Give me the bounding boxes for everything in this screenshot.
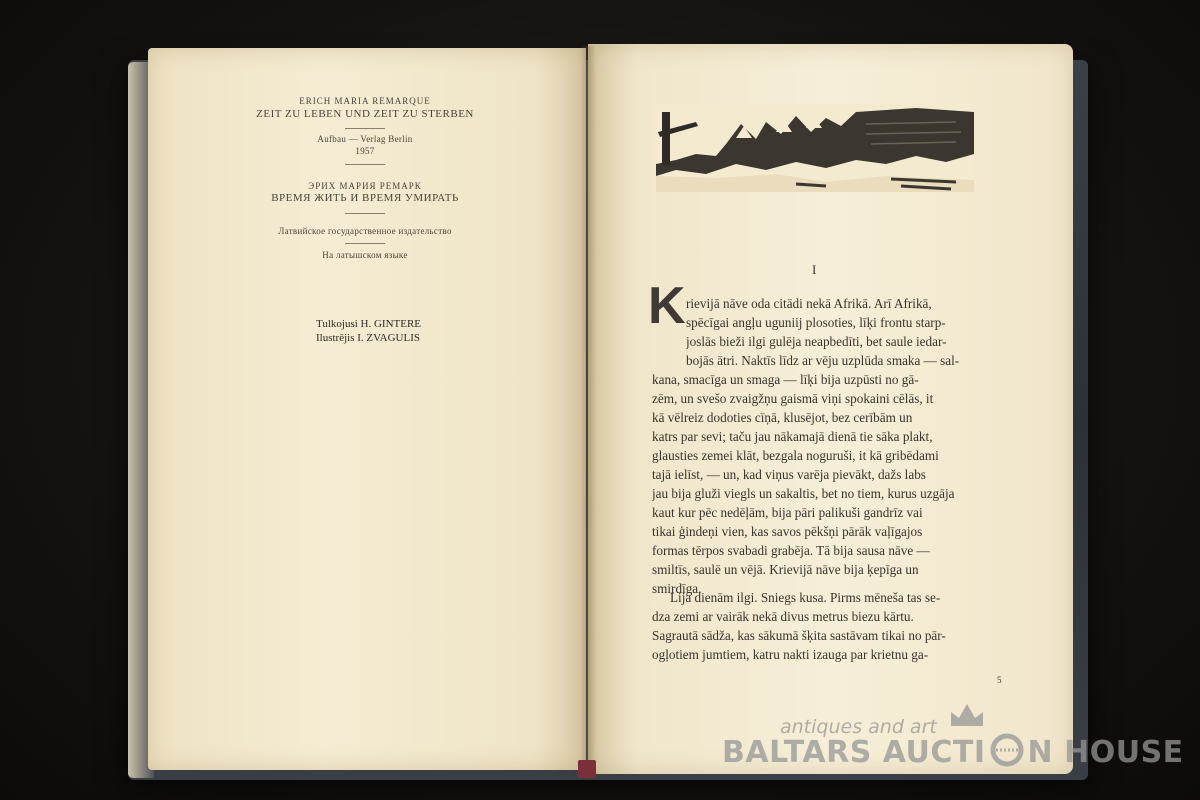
crown-icon (948, 702, 986, 728)
left-page (148, 48, 586, 770)
russian-publisher: Латвийское государственное издательство (278, 226, 452, 236)
watermark-name-part2: N HOUSE (1027, 735, 1184, 770)
divider (345, 243, 385, 244)
russian-title: ВРЕМЯ ЖИТЬ И ВРЕМЯ УМИРАТЬ (271, 192, 459, 204)
watermark-name (722, 733, 1184, 770)
text-line: rievijā nāve oda citādi nekā Afrikā. Arī Afrikā, (686, 296, 932, 311)
text-line: glausties zemei klāt, bezgala noguruši, it kā gribēdami (652, 448, 939, 463)
watermark-name-part1: BALTARS AUCTI (722, 735, 986, 770)
text-line: tikai ģindeņi vien, kas savos pēkšņi pārāk vaļīgajos (652, 524, 923, 539)
text-line: Sagrautā sādža, kas sākumā šķita sastāvam tikai no pār- (652, 628, 946, 643)
text-line: jau bija gluži viegls un sakaltis, bet no tiem, kurus uzgāja (652, 486, 955, 501)
russian-author: ЭРИХ МАРИЯ РЕМАРК (308, 181, 422, 191)
original-publisher: Aufbau — Verlag Berlin (317, 134, 413, 144)
text-line: smiltīs, saulē un vējā. Krievijā nāve bija ķepīga un (652, 562, 919, 577)
text-line: joslās bieži ilgi gulēja neapbedīti, bet saule iedar- (686, 334, 947, 349)
credits (316, 317, 421, 345)
globe-icon (990, 733, 1024, 767)
divider (345, 164, 385, 165)
text-line: katrs par sevi; taču jau nākamajā dienā tie sāka plakt, (652, 429, 933, 444)
watermark-tagline: antiques and art (780, 716, 937, 738)
paragraph-1-continued (652, 370, 998, 598)
text-line: zēm, un svešo zvaigžņu gaismā viņi spokaini cēlās, it (652, 391, 934, 406)
text-line: spēcīgai angļu uguniij plosoties, līķi frontu starp- (686, 315, 946, 330)
page-number: 5 (997, 675, 1002, 685)
illustrator-credit: Ilustrējis I. ZVAGULIS (316, 332, 420, 344)
village-illustration (656, 104, 974, 192)
drop-cap: K (648, 277, 686, 335)
paragraph-2 (652, 588, 998, 664)
text-line: tajā ielīst, — un, kad viņus varēja pievākt, dažs labs (652, 467, 926, 482)
text-line: smirdīga. (652, 581, 702, 596)
original-title: ZEIT ZU LEBEN UND ZEIT ZU STERBEN (256, 108, 474, 120)
text-line: kana, smacīga un smaga — līķi bija uzpūsti no gā- (652, 372, 919, 387)
text-line: bojās ātri. Naktīs līdz ar vēju uzplūda smaka — sal- (686, 353, 960, 368)
chapter-number: I (812, 262, 817, 277)
bookmark-ribbon (578, 760, 596, 778)
language-note: На латышском языке (322, 250, 408, 260)
text-line: dza zemi ar vairāk nekā divus metrus biezu kārtu. (652, 609, 914, 624)
text-line: kā vēlreiz dodoties cīņā, klusējot, bez cerībām un (652, 410, 913, 425)
original-year: 1957 (355, 146, 375, 156)
text-line: kaut kur pēc nedēļām, bija pāri palikuši gandrīz vai (652, 505, 923, 520)
divider (345, 128, 385, 129)
paragraph-1-start (686, 294, 998, 370)
text-line: formas tērpos svabadi grabēja. Tā bija sausa nāve — (652, 543, 930, 558)
book-gutter (580, 46, 596, 774)
divider (345, 213, 385, 214)
text-line: ogļotiem jumtiem, katru nakti izauga par krietnu ga- (652, 647, 929, 662)
original-author: ERICH MARIA REMARQUE (299, 96, 431, 106)
text-line: Lija dienām ilgi. Sniegs kusa. Pirms mēneša tas se- (670, 590, 941, 605)
translator-credit: Tulkojusi H. GINTERE (316, 318, 422, 330)
